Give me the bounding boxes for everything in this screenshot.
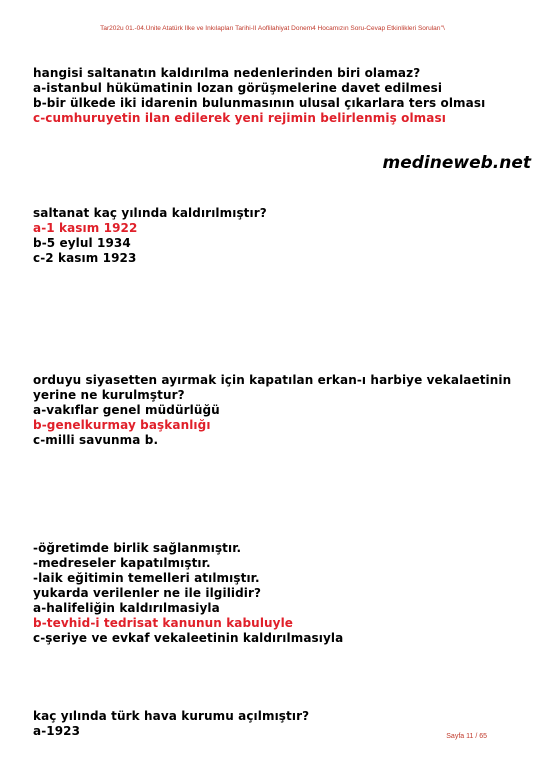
question-block-1 (33, 66, 533, 126)
site-watermark: medineweb.net (382, 153, 531, 173)
question-text: kaç yılında türk hava kurumu açılmıştır? (33, 709, 310, 723)
question-text: hangisi saltanatın kaldırılma nedenlerinden biri olamaz? (33, 66, 421, 80)
statement-3: -laik eğitimin temelleri atılmıştır. (33, 571, 260, 585)
option-a: a-halifeliğin kaldırılmasiyla (33, 601, 220, 615)
option-b: b-5 eylul 1934 (33, 236, 131, 250)
option-a: a-vakıflar genel müdürlüğü (33, 403, 220, 417)
question-text-continued: yerine ne kurulmştur? (33, 388, 185, 402)
option-a: a-istanbul hükümatinin lozan görüşmelerine davet edilmesi (33, 81, 443, 95)
question-text: orduyu siyasetten ayırmak için kapatılan erkan-ı harbiye vekalaetinin (33, 373, 512, 387)
option-b-correct-answer: b-tevhid-i tedrisat kanunun kabuluyle (33, 616, 294, 630)
option-a-correct-answer: a-1 kasım 1922 (33, 221, 138, 235)
option-c: c-milli savunma b. (33, 433, 159, 447)
statement-1: -öğretimde birlik sağlanmıştır. (33, 541, 242, 555)
statement-2: -medreseler kapatılmıştır. (33, 556, 211, 570)
option-c-correct-answer: c-cumhuruyetin ilan edilerek yeni rejimin belirlenmiş olması (33, 111, 446, 125)
option-c: c-2 kasım 1923 (33, 251, 137, 265)
option-b: b-bir ülkede iki idarenin bulunmasının ulusal çıkarlara ters olması (33, 96, 486, 110)
question-block-2 (33, 206, 533, 266)
option-b-correct-answer: b-genelkurmay başkanlığı (33, 418, 211, 432)
option-a: a-1923 (33, 724, 81, 738)
question-text: yukarda verilenler ne ile ilgilidir? (33, 586, 262, 600)
option-c: c-şeriye ve evkaf vekaleetinin kaldırılmasıyla (33, 631, 344, 645)
page-number: Sayfa 11 / 65 (446, 733, 487, 740)
question-text: saltanat kaç yılında kaldırılmıştır? (33, 206, 267, 220)
question-block-4 (33, 541, 533, 646)
document-header: Tar202u 01.-04.Ünite Atatürk İlke ve İnkılapları Tarihi-II Aoflilahiyat Donem4 Hocamızın Soru-Cevap Etkinlikleri Soruları"\ (100, 25, 445, 32)
question-block-3 (33, 373, 533, 448)
